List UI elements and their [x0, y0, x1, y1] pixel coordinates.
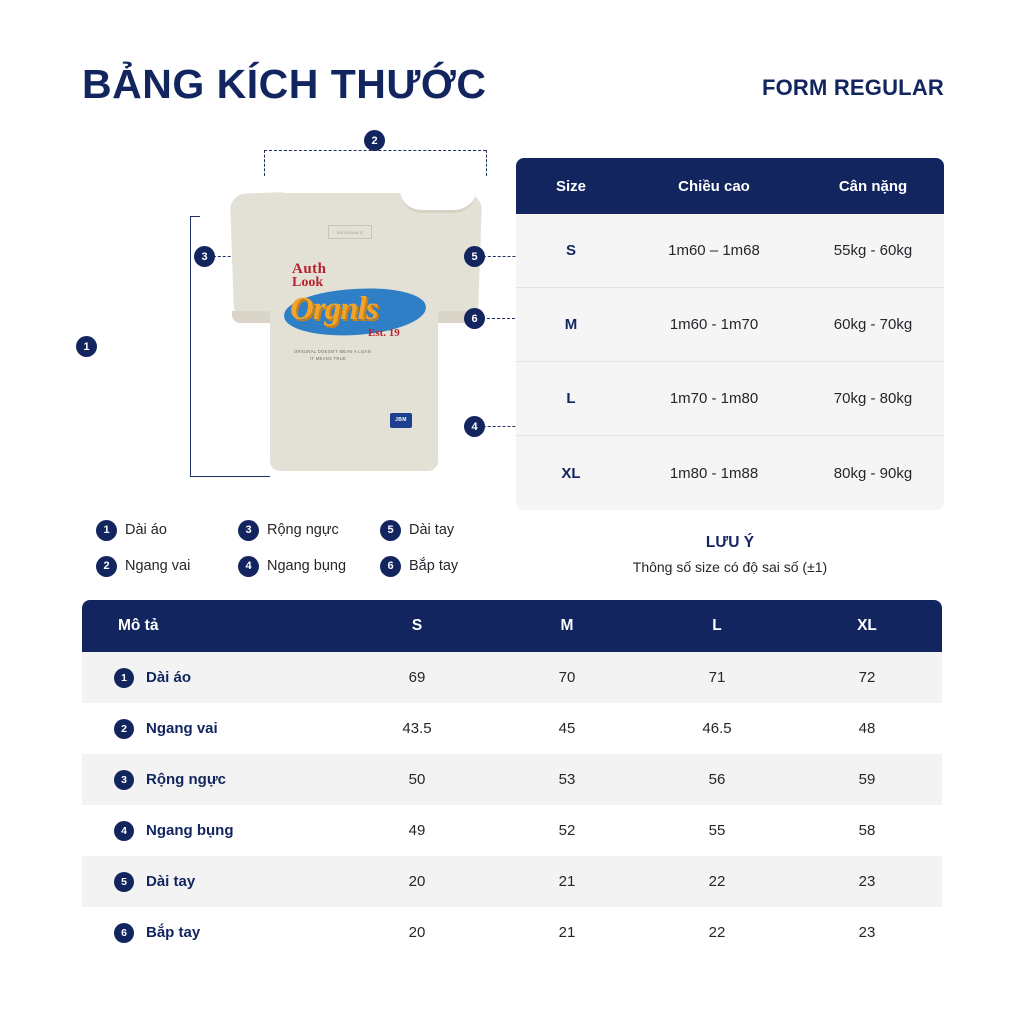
cell-m: 45: [558, 720, 576, 737]
table-row: [82, 907, 942, 958]
legend-label: Ngang vai: [125, 558, 191, 574]
legend-label: Rộng ngực: [267, 522, 339, 538]
table-row: [516, 436, 944, 510]
column-header-height: Chiều cao: [678, 177, 750, 195]
print-fineprint-line-1: ORIGINAL DOESN'T MEAN A LOAN: [294, 349, 371, 354]
column-header-xl: XL: [857, 617, 877, 634]
cell-xl: 72: [858, 669, 876, 686]
legend-badge: 1: [96, 520, 117, 541]
cell-m: 21: [558, 924, 576, 941]
cell-l: 71: [708, 669, 726, 686]
cell-weight: 60kg - 70kg: [833, 316, 913, 333]
print-text-wordmark: Orgnls: [290, 291, 378, 327]
form-type-label: FORM REGULAR: [761, 75, 944, 100]
cell-l: 22: [708, 873, 726, 890]
cell-xl: 23: [858, 924, 876, 941]
row-label: Ngang vai: [146, 720, 218, 737]
row-label: Rộng ngực: [146, 771, 227, 788]
legend-item: [96, 548, 232, 584]
legend-badge: 5: [380, 520, 401, 541]
cell-description: [82, 805, 342, 856]
row-badge: 1: [114, 668, 134, 688]
guide-line-length-vertical: [190, 216, 191, 476]
cell-height: 1m60 - 1m70: [669, 316, 759, 333]
note-title: LƯU Ý: [705, 534, 755, 551]
legend-badge: 4: [238, 556, 259, 577]
row-label: Dài áo: [146, 669, 192, 686]
shirt-illustration: [82, 128, 502, 503]
cell-weight: 70kg - 80kg: [833, 390, 913, 407]
row-badge: 6: [114, 923, 134, 943]
guide-line-length-bottom-cap: [190, 476, 270, 477]
callout-badge-2: 2: [364, 130, 385, 151]
table-row: [516, 288, 944, 362]
row-label: Bắp tay: [146, 924, 201, 941]
tshirt-graphic: [232, 163, 480, 473]
legend-label: Dài tay: [409, 522, 455, 538]
legend-item: [238, 548, 374, 584]
cell-weight: 80kg - 90kg: [833, 464, 913, 482]
legend-label: Dài áo: [125, 522, 167, 538]
table-header-row: [516, 158, 944, 214]
cell-l: 56: [708, 771, 726, 788]
callout-badge-5: 5: [464, 246, 485, 267]
header: [82, 61, 944, 107]
row-label: Dài tay: [146, 873, 196, 890]
column-header-size: Size: [555, 177, 586, 195]
cell-s: 20: [408, 873, 426, 890]
cell-m: 52: [558, 822, 576, 839]
cell-size: L: [566, 390, 576, 407]
column-header-description: Mô tả: [118, 617, 159, 634]
cell-size: S: [565, 242, 576, 259]
legend-badge: 2: [96, 556, 117, 577]
cell-s: 50: [408, 771, 426, 788]
cell-description: [82, 856, 342, 907]
cell-description: [82, 754, 342, 805]
column-header-s: S: [411, 617, 423, 634]
cell-s: 20: [408, 924, 426, 941]
row-badge: 4: [114, 821, 134, 841]
print-text-look: Look: [292, 275, 324, 290]
table-row: [82, 703, 942, 754]
row-badge: 3: [114, 770, 134, 790]
cell-s: 69: [408, 669, 426, 686]
cell-m: 70: [558, 669, 576, 686]
print-text-est: Est. 19: [368, 327, 400, 339]
column-header-weight: Cân nặng: [838, 177, 908, 195]
legend-badge: 6: [380, 556, 401, 577]
guide-line-shoulder-right: [486, 150, 487, 176]
table-row: [516, 362, 944, 436]
cell-m: 21: [558, 873, 576, 890]
cell-xl: 58: [858, 822, 876, 839]
legend-label: Bắp tay: [409, 558, 459, 574]
cell-description: [82, 652, 342, 703]
shirt-neck-tag: ORIGINALS: [328, 225, 372, 239]
legend: [96, 512, 516, 584]
cell-size: M: [564, 316, 578, 333]
print-text-auth: Auth: [292, 261, 327, 277]
callout-badge-6: 6: [464, 308, 485, 329]
row-badge: 5: [114, 872, 134, 892]
print-fineprint-line-2: IT MEANS TRUE: [310, 356, 347, 361]
cell-s: 49: [408, 822, 426, 839]
note-block: [516, 534, 944, 575]
table-row: [82, 856, 942, 907]
table-row: [82, 754, 942, 805]
row-label: Ngang bụng: [146, 822, 234, 839]
cell-l: 55: [708, 822, 726, 839]
callout-badge-1: 1: [76, 336, 97, 357]
shirt-hem-tag: JBM: [390, 413, 412, 428]
legend-item: [238, 512, 374, 548]
callout-badge-4: 4: [464, 416, 485, 437]
shirt-print-graphic: [284, 261, 430, 365]
measurement-table: [82, 600, 942, 958]
cell-xl: 23: [858, 873, 876, 890]
cell-m: 53: [558, 771, 576, 788]
cell-height: 1m80 - 1m88: [669, 464, 759, 482]
page-title: BẢNG KÍCH THƯỚC: [82, 61, 487, 107]
table-row: [82, 805, 942, 856]
table-row: [516, 214, 944, 288]
table-header-row: [82, 600, 942, 652]
legend-item: [380, 548, 516, 584]
cell-l: 22: [708, 924, 726, 941]
column-header-l: L: [712, 617, 722, 634]
legend-item: [96, 512, 232, 548]
cell-s: 43.5: [402, 720, 432, 737]
legend-badge: 3: [238, 520, 259, 541]
note-text: Thông số size có độ sai số (±1): [632, 559, 828, 575]
legend-label: Ngang bụng: [267, 558, 347, 574]
table-row: [82, 652, 942, 703]
cell-height: 1m70 - 1m80: [669, 390, 759, 407]
cell-size: XL: [561, 464, 581, 482]
column-header-m: M: [560, 617, 574, 634]
cell-description: [82, 703, 342, 754]
cell-xl: 48: [858, 720, 876, 737]
height-weight-table: [516, 158, 944, 510]
cell-xl: 59: [858, 771, 876, 788]
cell-height: 1m60 – 1m68: [668, 242, 760, 259]
cell-l: 46.5: [702, 720, 732, 737]
cell-description: [82, 907, 342, 958]
shirt-collar: [400, 191, 476, 213]
guide-line-length-top-cap: [190, 216, 200, 217]
row-badge: 2: [114, 719, 134, 739]
legend-item: [380, 512, 516, 548]
cell-weight: 55kg - 60kg: [833, 242, 913, 259]
callout-badge-3: 3: [194, 246, 215, 267]
